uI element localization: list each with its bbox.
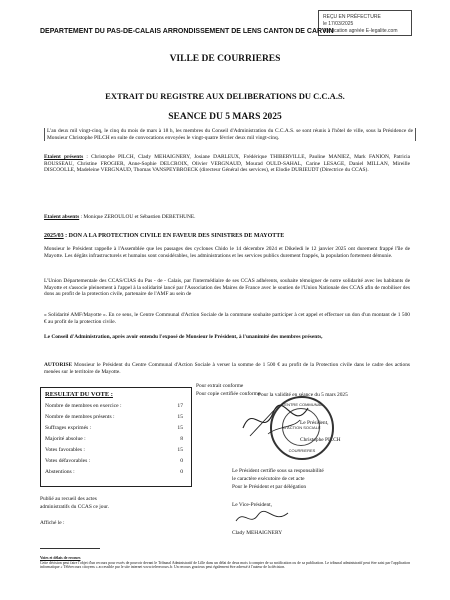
footnote-block	[40, 556, 410, 570]
paragraph-4: Le Conseil d'Administration, après avoir entendu l'exposé de Monsieur le Président, à l'unanimité des membres présents,	[44, 334, 323, 340]
stamp-line-2: le 17/03/2025	[323, 21, 354, 27]
absents-text: : Monique ZEROULOU et Sébastien DEBETHUNE.	[79, 214, 196, 220]
certifie-line-2: le caractère exécutoire de cet acte	[232, 476, 305, 482]
presents-text: : Christophe PILCH, Clady MEHAIGNERY, Josiane DARLEUX, Frédérique THIBERVILLE, Pauline MANIEZ, Mark FANION, Patricia ROUSSEAU, Christine FROGIER, Anne-Sophie DELCROIX, Olivier VERGNAUD, Mourad OULD-SAHAL, Carine LESAGE, Daniel MILLAN, Mireille DISCOOLLE, Madeleine VERGNAUD, Thomas VANSPEYBROECK (directeur Général des services), et Elodie DURIEUDT (Directrice du CCAS).	[44, 154, 410, 173]
session-title: SEANCE DU 5 MARS 2025	[168, 112, 282, 122]
affiche-label: Affiché le :	[40, 520, 65, 526]
president-signature	[238, 398, 313, 443]
intro-block	[44, 128, 416, 141]
vice-president-signature	[232, 507, 292, 529]
decision-text: Monsieur le Président du Centre Communal d'Action Sociale à verser la somme de 1 500 € au profit de la Protection civile dans le cadre des actions menées sur le territoire de Mayotte.	[44, 362, 410, 375]
footnote-title: Voies et délais de recours	[40, 556, 81, 560]
pour-extrait-line-2: Pour copie certifiée conforme	[196, 391, 261, 397]
paragraph-3-block	[44, 312, 410, 325]
footnote-divider	[40, 548, 100, 549]
paragraph-2: L'Union Départementale des CCAS/CIAS du Pas - de - Calais, par l'intermédiaire de ses CCAS adhérents, souhaite témoigner de notre solidarité avec les habitants de Mayotte et s'associe pleinement à l'appel à la solidarité lancé par l'Association des Maires de France avec le soutien de l'Union Nationale des CCAS afin de mobiliser des dons au profit de la protection civile, partenaire de l'AMF au sein de	[44, 278, 410, 297]
absents-block	[44, 214, 410, 221]
stamp-line-1: REÇU EN PRÉFECTURE	[323, 14, 381, 20]
vote-value: 15	[177, 414, 183, 420]
publie-line-2: administratifs du CCAS ce jour.	[40, 504, 110, 510]
presents-label: Etaient présents	[44, 154, 84, 160]
seal-text-bottom: COURRIERES	[288, 448, 316, 453]
vote-value: 17	[177, 403, 183, 409]
pour-extrait-line-1: Pour extrait conforme	[196, 383, 244, 389]
pour-extrait-line-5: Christophe PILCH	[300, 437, 341, 443]
decision-block	[44, 362, 410, 375]
seal-text-top: CENTRE COMMUNAL	[281, 402, 323, 407]
town-title: VILLE DE COURRIERES	[169, 54, 281, 64]
publie-line-1: Publié au recueil des actes	[40, 496, 97, 502]
vote-value: 0	[180, 469, 183, 475]
certifie-line-4: Le Vice-Président,	[232, 502, 272, 508]
deliberation-heading	[44, 233, 410, 240]
vote-result-box	[40, 387, 192, 487]
certifie-line-5: Clady MEHAIGNERY	[232, 530, 283, 536]
vote-label: Votes favorables :	[45, 447, 85, 453]
vote-title: RESULTAT DU VOTE :	[45, 391, 113, 398]
paragraph-1-block	[44, 246, 410, 259]
register-title: EXTRAIT DU REGISTRE AUX DELIBERATIONS DU C.C.A.S.	[105, 91, 345, 101]
paragraph-1: Monsieur le Président rappelle à l'Assemblée que les passages des cyclones Chido le 14 décembre 2024 et Dikeledi le 12 janvier 2025 ont durement frappé l'île de Mayotte. Les dégâts infrastructurels et humains sont considérables, les administrations et les services publics durement frappés, la population fortement démunie.	[44, 246, 410, 259]
vote-value: 15	[177, 425, 183, 431]
footnote-text: Cette décision peut faire l'objet d'un recours pour excès de pouvoir devant le Tribunal Administratif de Lille dans un délai de deux mois à compter de sa notification ou de sa publication. Le tribunal administratif peut être saisi par l'application informatique « Télérecours citoyens » accessible par le site internet www.telerecours.fr. Un recours gracieux peut également être adressé à l'auteur de la décision.	[40, 560, 410, 569]
deliberation-title: : DON A LA PROTECTION CIVILE EN FAVEUR DES SINISTRES DE MAYOTTE	[63, 233, 285, 239]
vote-label: Nombre de membres présents :	[45, 414, 115, 420]
paragraph-4-block	[44, 334, 410, 341]
vote-value: 15	[177, 447, 183, 453]
certifie-line-1: Le Président certifie sous sa responsabilité	[232, 468, 324, 474]
vote-value: 0	[180, 458, 183, 464]
vote-label: Abstentions :	[45, 469, 75, 475]
intro-paragraph: L'an deux mil vingt-cinq, le cinq du mois de mars à 18 h, les membres du Conseil d'Administration du C.C.A.S. se sont réunis à l'hôtel de ville, sous la Présidence de Monsieur Christophe PILCH en suite de convocations envoyées le vingt-quatre février deux mil vingt-cinq.	[47, 128, 413, 141]
vote-label: Suffrages exprimés :	[45, 425, 92, 431]
department-header: DEPARTEMENT DU PAS-DE-CALAIS ARRONDISSEMENT DE LENS CANTON DE CARVIN	[40, 28, 334, 35]
deliberation-number: 2025/03	[44, 233, 64, 239]
paragraph-3: « Solidarité AMF/Mayotte ». En ce sens, le Centre Communal d'Action Sociale de la commune souhaite participer à cet appel et effectuer un don d'un montant de 1 500 € au profit de la protection civile.	[44, 312, 410, 325]
vote-label: Nombre de membres en exercice :	[45, 403, 122, 409]
paragraph-2-block	[44, 278, 410, 298]
stamp-line-3: Application agréée E-legalite.com	[323, 28, 398, 34]
pour-extrait-line-3: Pour la validité en séance du 5 mars 2025	[258, 392, 348, 398]
seal-text-mid: D'ACTION SOCIALE	[283, 425, 321, 430]
presents-block	[44, 154, 410, 174]
vote-value: 8	[180, 436, 183, 442]
decision-label: AUTORISE	[44, 362, 73, 368]
certifie-line-3: Pour le Président et par délégation	[232, 484, 307, 490]
vote-label: Votes défavorables :	[45, 458, 91, 464]
absents-label: Etaient absents	[44, 214, 80, 220]
pour-extrait-line-4: Le Président,	[300, 420, 329, 426]
vote-label: Majorité absolue :	[45, 436, 86, 442]
